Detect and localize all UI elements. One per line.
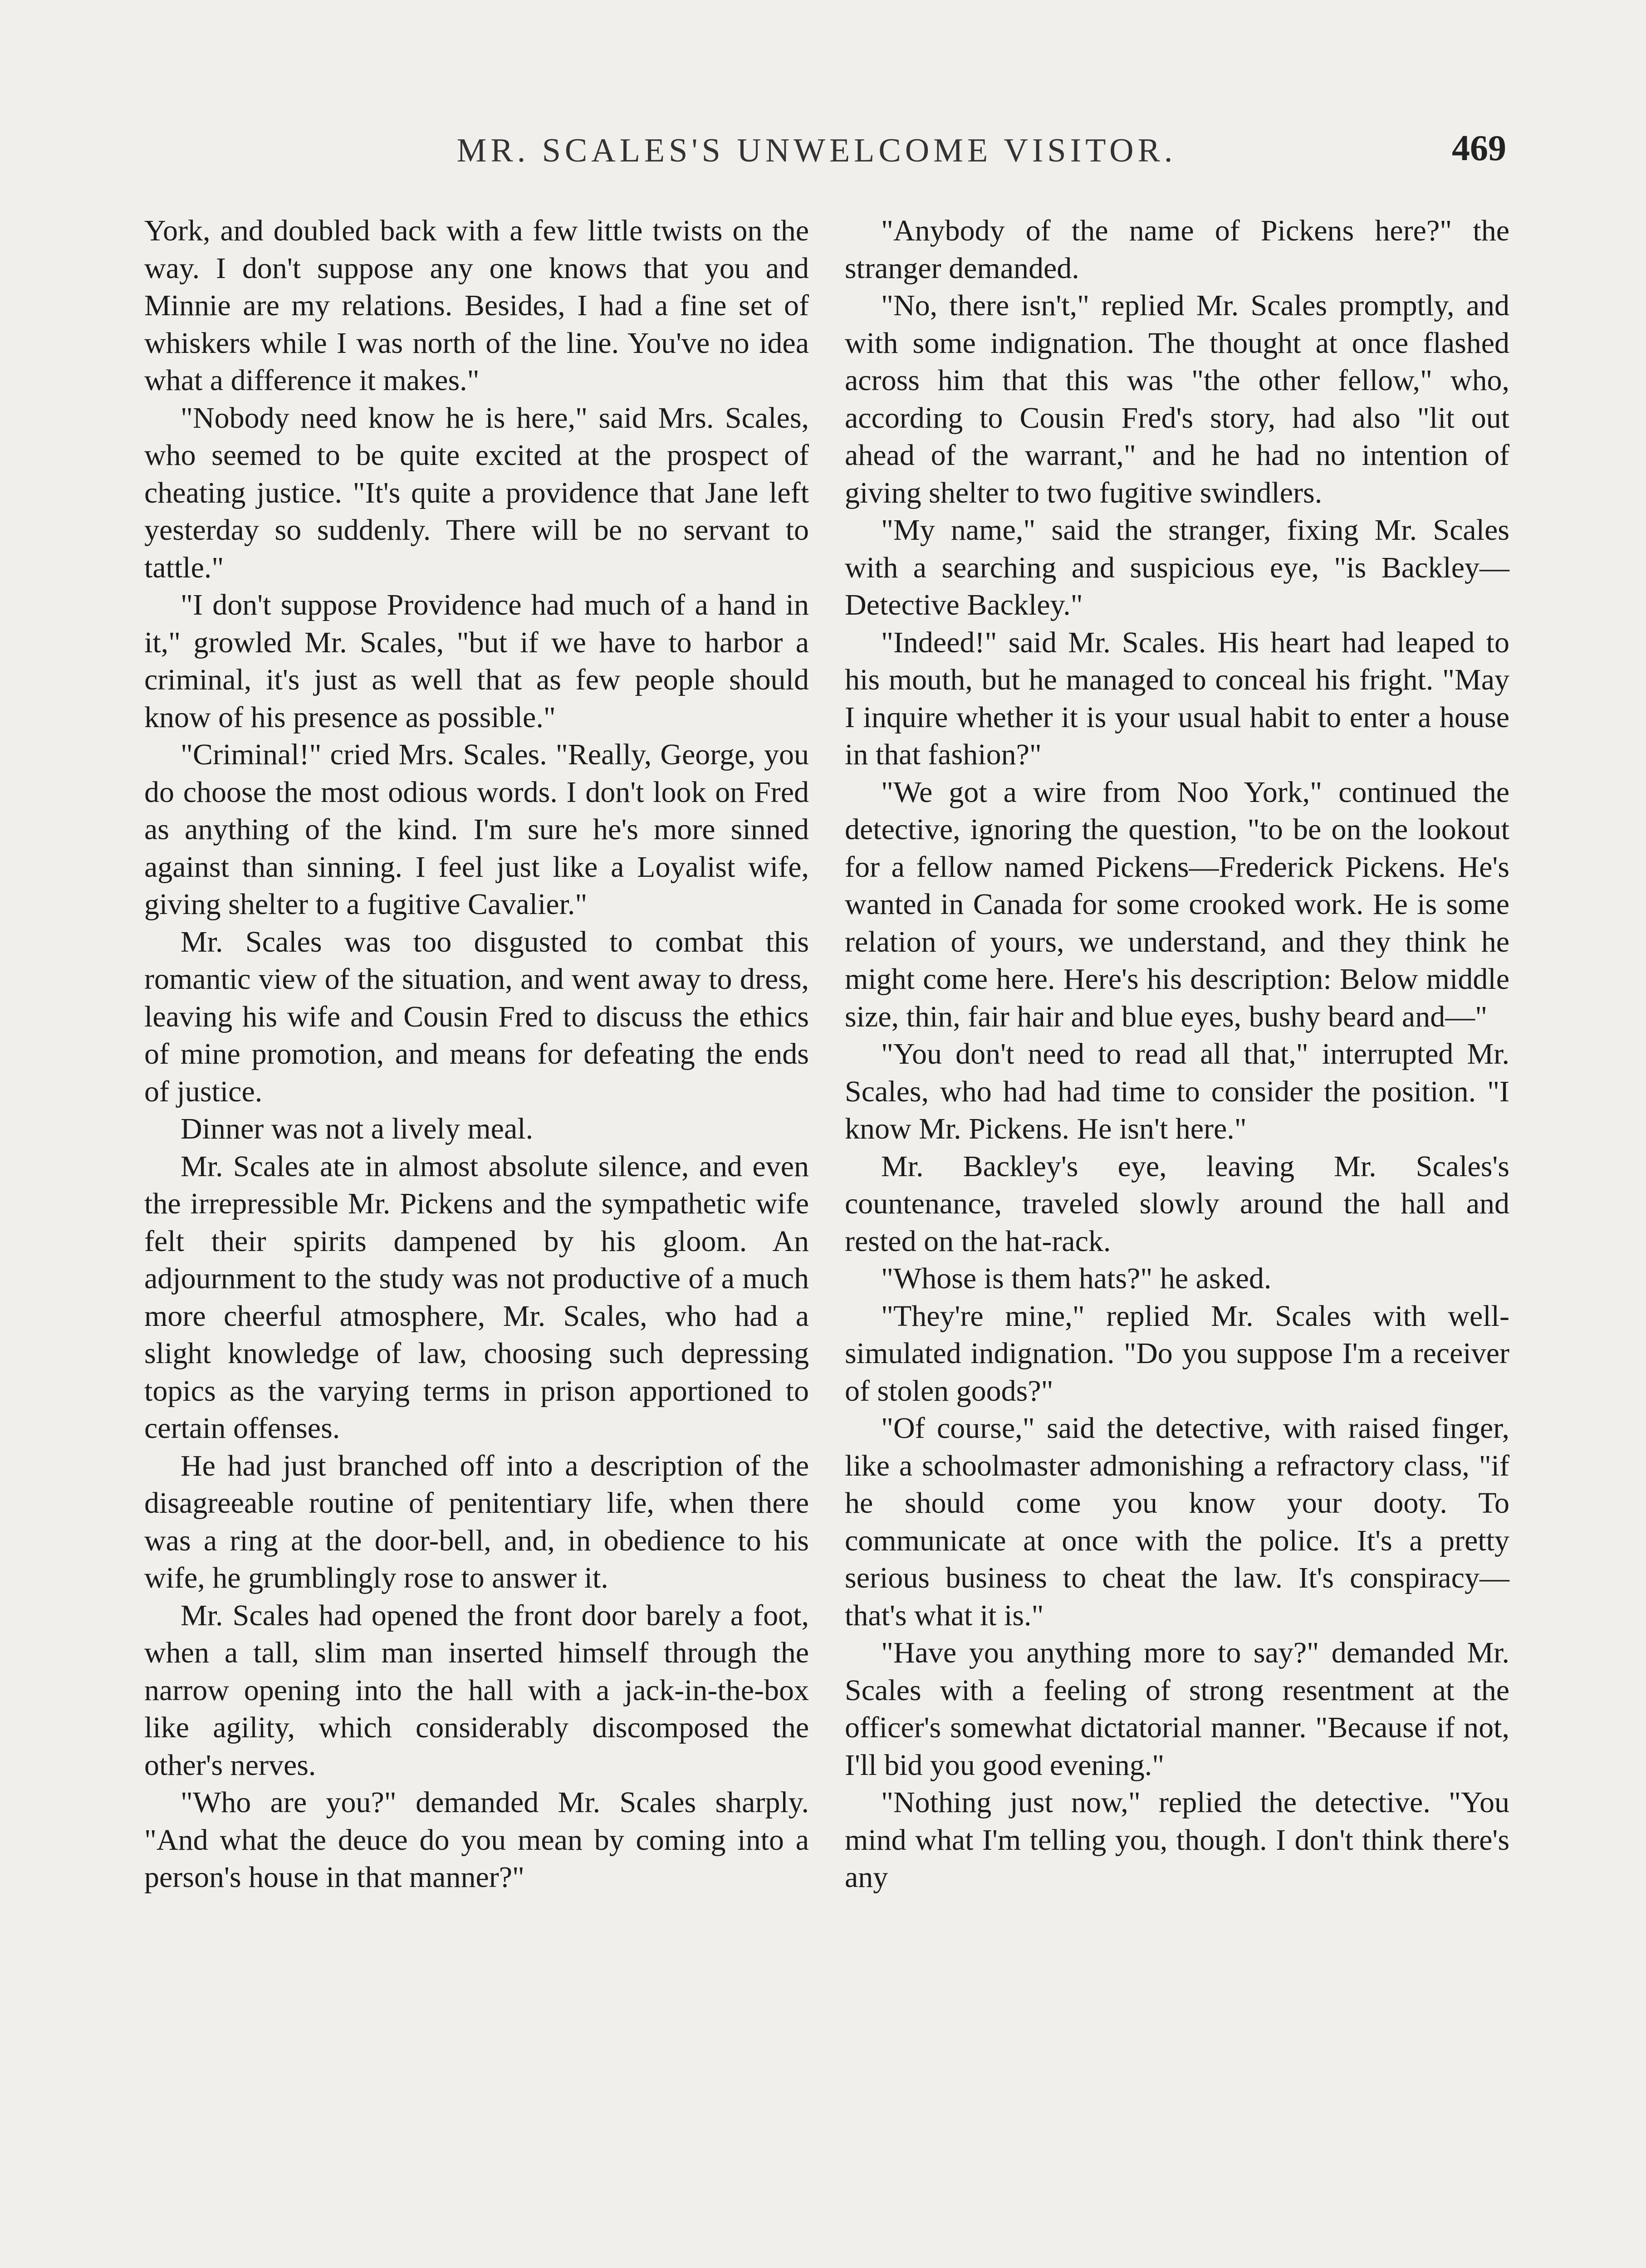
paragraph: "Criminal!" cried Mrs. Scales. "Really, George, you do choose the most odious words. I don't look on Fred as anything of the kind. I'm sure he's more sinned against than sinning. I feel just like a Loyalist wife, giving shelter to a fugitive Cavalier." <box>144 738 809 921</box>
right-column <box>845 212 1509 1897</box>
paragraph: "You don't need to read all that," interrupted Mr. Scales, who had had time to consider the position. "I know Mr. Pickens. He isn't here." <box>845 1037 1509 1145</box>
paragraph: Dinner was not a lively meal. <box>181 1112 534 1145</box>
paragraph: "My name," said the stranger, fixing Mr. Scales with a searching and suspicious eye, "is Backley—Detective Backley." <box>845 513 1509 621</box>
paragraph: "Nobody need know he is here," said Mrs. Scales, who seemed to be quite excited at the prospect of cheating justice. "It's quite a providence that Jane left yesterday so suddenly. There will be no servant to tattle." <box>144 401 809 584</box>
paragraph: Mr. Scales was too disgusted to combat this romantic view of the situation, and went away to dress, leaving his wife and Cousin Fred to discuss the ethics of mine promotion, and means for defeating the ends of justice. <box>144 925 809 1108</box>
left-column <box>144 212 809 1897</box>
paragraph: "We got a wire from Noo York," continued the detective, ignoring the question, "to be on the lookout for a fellow named Pickens—Frederick Pickens. He's wanted in Canada for some crooked work. He is some relation of yours, we understand, and they think he might come here. Here's his description: Below middle size, thin, fair hair and blue eyes, bushy beard and—" <box>845 775 1509 1033</box>
paragraph: "No, there isn't," replied Mr. Scales promptly, and with some indignation. The thought at once flashed across him that this was "the other fellow," who, according to Cousin Fred's story, had also "lit out ahead of the warrant," and he had no intention of giving shelter to two fugitive swindlers. <box>845 289 1509 509</box>
paragraph: "Indeed!" said Mr. Scales. His heart had leaped to his mouth, but he managed to conceal his fright. "May I inquire whether it is your usual habit to enter a house in that fashion?" <box>845 626 1509 771</box>
paragraph: York, and doubled back with a few little twists on the way. I don't suppose any one knows that you and Minnie are my relations. Besides, I had a fine set of whiskers while I was north of the line. You've no idea what a difference it makes." <box>144 214 809 397</box>
paragraph: Mr. Scales had opened the front door barely a foot, when a tall, slim man inserted himself through the narrow opening into the hall with a jack-in-the-box like agility, which considerably discomposed the other's nerves. <box>144 1598 809 1782</box>
paragraph: He had just branched off into a description of the disagreeable routine of penitentiary life, when there was a ring at the door-bell, and, in obedience to his wife, he grumblingly rose to answer it. <box>144 1449 809 1594</box>
paragraph: "Whose is them hats?" he asked. <box>881 1262 1272 1295</box>
page-header <box>127 128 1506 181</box>
paragraph: "Anybody of the name of Pickens here?" the stranger demanded. <box>845 214 1509 285</box>
paragraph: "Of course," said the detective, with raised finger, like a schoolmaster admonishing a refractory class, "if he should come you know your dooty. To communicate at once with the police. It's a pretty serious business to cheat the law. It's conspiracy—that's what it is." <box>845 1412 1509 1632</box>
running-title: MR. SCALES'S UNWELCOME VISITOR. <box>456 132 1177 169</box>
paragraph: "Who are you?" demanded Mr. Scales sharply. "And what the deuce do you mean by coming into a person's house in that manner?" <box>144 1786 809 1894</box>
paragraph: "I don't suppose Providence had much of a hand in it," growled Mr. Scales, "but if we have to harbor a criminal, it's just as well that as few people should know of his presence as possible." <box>144 588 809 734</box>
paragraph: "They're mine," replied Mr. Scales with well-simulated indignation. "Do you suppose I'm a receiver of stolen goods?" <box>845 1299 1509 1408</box>
paragraph: "Nothing just now," replied the detective. "You mind what I'm telling you, though. I don't think there's any <box>845 1786 1509 1894</box>
paragraph: Mr. Backley's eye, leaving Mr. Scales's countenance, traveled slowly around the hall and rested on the hat-rack. <box>845 1149 1509 1258</box>
paragraph: "Have you anything more to say?" demanded Mr. Scales with a feeling of strong resentment at the officer's somewhat dictatorial manner. "Because if not, I'll bid you good evening." <box>845 1636 1509 1782</box>
page-number: 469 <box>1452 128 1506 168</box>
paragraph: Mr. Scales ate in almost absolute silence, and even the irrepressible Mr. Pickens and the sympathetic wife felt their spirits dampened by his gloom. An adjournment to the study was not productive of a much more cheerful atmosphere, Mr. Scales, who had a slight knowledge of law, choosing such depressing topics as the varying terms in prison apportioned to certain offenses. <box>144 1149 809 1445</box>
